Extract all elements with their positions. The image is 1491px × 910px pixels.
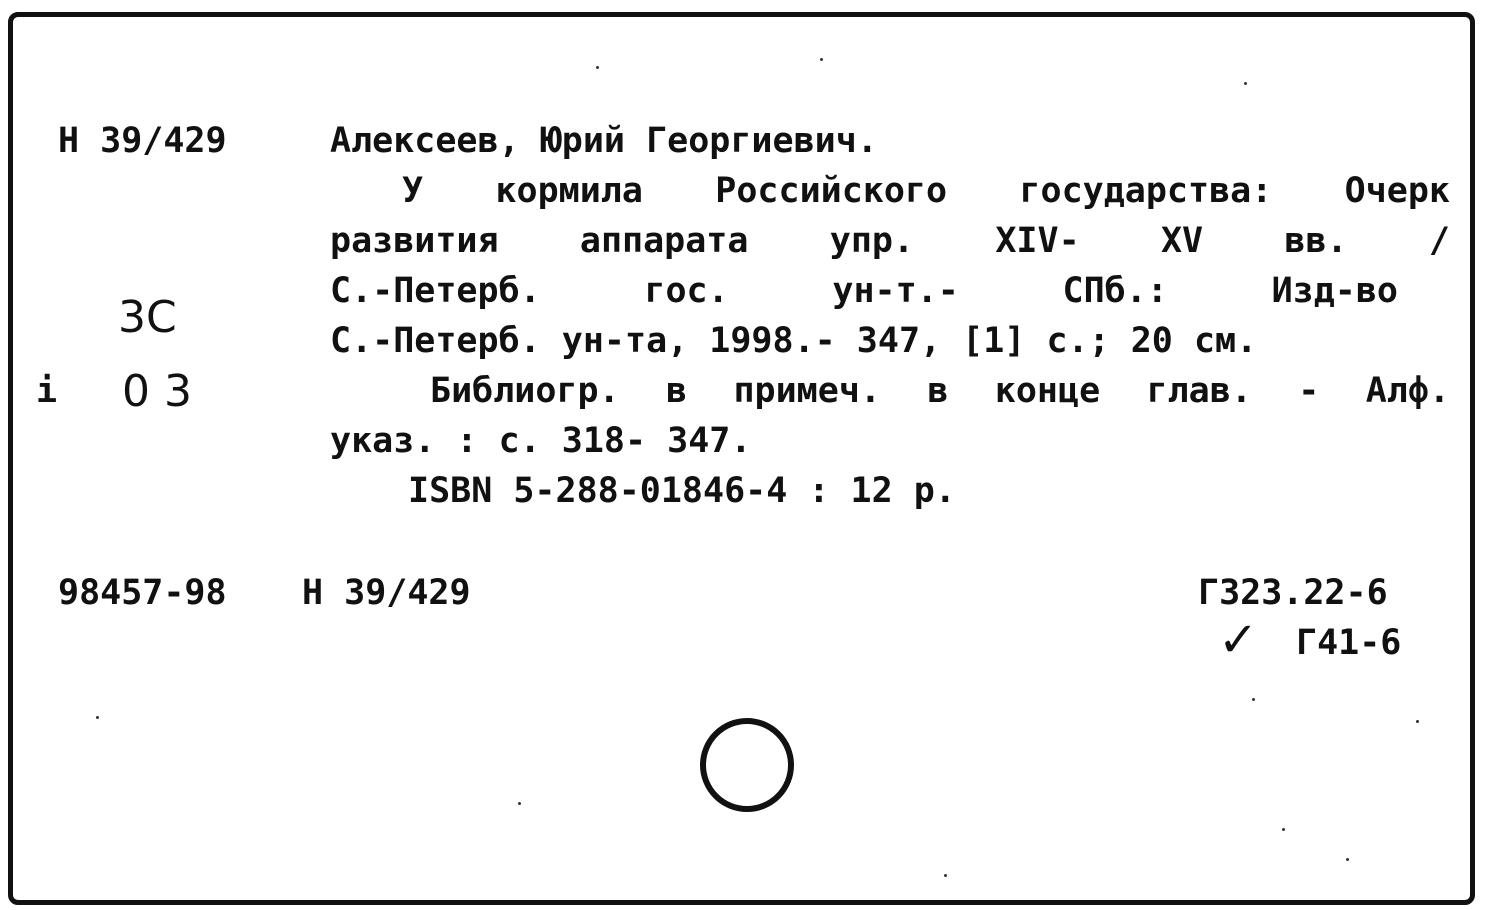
check-mark-icon: ✓ — [1218, 612, 1259, 668]
speck — [944, 874, 947, 877]
speck — [96, 716, 99, 719]
note-line-1: Библиогр. в примеч. в конце глав. - Алф. — [430, 371, 1450, 411]
speck — [1244, 82, 1247, 85]
title-line-3: С.-Петерб. гос. ун-т.- СПб.: Изд-во — [330, 271, 1398, 311]
side-letter: i — [36, 371, 58, 411]
classification-2: Г41-6 — [1296, 623, 1402, 663]
isbn: ISBN 5-288-01846-4 : 12 р. — [408, 471, 956, 511]
catalog-entry — [330, 116, 1450, 516]
call-number: Н 39/429 — [58, 121, 227, 161]
speck — [596, 66, 599, 69]
speck — [518, 802, 521, 805]
speck — [1252, 698, 1255, 701]
speck — [1282, 828, 1285, 831]
title-line-2: развития аппарата упр. XIV- XV вв. / — [330, 221, 1450, 261]
inventory-number: 98457-98 — [58, 573, 227, 613]
title-line-1: У кормила Российского государства: Очерк — [402, 171, 1450, 211]
classification-1: Г323.22-6 — [1198, 573, 1388, 613]
handwritten-mark-03: 0 3 — [122, 366, 192, 417]
speck — [820, 58, 823, 61]
title-line-4: С.-Петерб. ун-та, 1998.- 347, [1] с.; 20 см. — [330, 321, 1258, 361]
handwritten-mark-3c: 3С — [118, 292, 177, 343]
punch-hole-icon — [698, 716, 796, 814]
footer-call-number: Н 39/429 — [302, 573, 471, 613]
author: Алексеев, Юрий Георгиевич. — [330, 121, 878, 161]
speck — [1416, 720, 1419, 723]
speck — [1346, 858, 1349, 861]
note-line-2: указ. : с. 318- 347. — [330, 421, 752, 461]
